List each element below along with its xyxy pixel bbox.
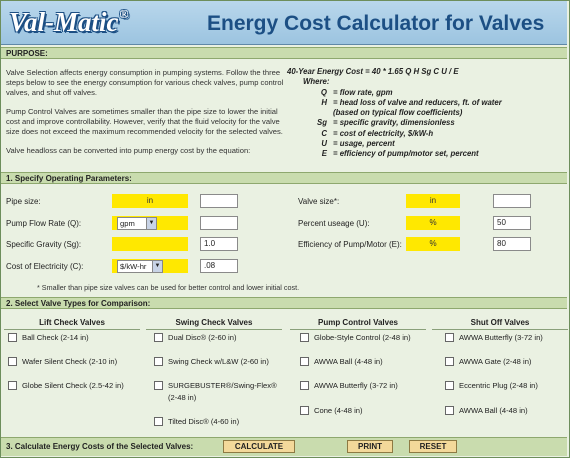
valve-option-awwa-ball-shutoff[interactable]: AWWA Ball (4-48 in) (445, 406, 528, 415)
valve-option-awwa-butterfly-shutoff[interactable]: AWWA Butterfly (3-72 in) (445, 333, 543, 342)
checkbox[interactable] (445, 406, 454, 415)
cost-electricity-unit-select[interactable]: $/kW-hr ▼ (117, 260, 163, 273)
specific-gravity-unit-bg (112, 237, 188, 251)
variable-row (315, 139, 562, 149)
valve-option-surgebuster[interactable]: SURGEBUSTER®/Swing-Flex® (154, 381, 277, 390)
variable-description: = efficiency of pump/motor set, percent (333, 149, 479, 159)
variable-row (315, 98, 562, 108)
valve-types-heading: 2. Select Valve Types for Comparison: (1, 297, 567, 309)
variable-description: = head loss of valve and reducers, ft. of water (333, 97, 502, 107)
specific-gravity-label: Specific Gravity (Sg): (6, 240, 82, 249)
reset-button[interactable]: RESET (409, 440, 457, 453)
valve-option-globe-style-control[interactable]: Globe-Style Control (2-48 in) (300, 333, 411, 342)
valve-size-input[interactable] (493, 194, 531, 208)
variable-row (315, 108, 562, 118)
checkbox[interactable] (300, 357, 309, 366)
variable-symbol: H (321, 97, 327, 107)
purpose-paragraph: Valve headloss can be converted into pump energy cost by the equation: (6, 146, 251, 155)
checkbox[interactable] (154, 417, 163, 426)
valve-size-note: * Smaller than pipe size valves can be used for better control and lower initial cost. (37, 283, 300, 292)
valve-option-swing-check[interactable]: Swing Check w/L&W (2-60 in) (154, 357, 269, 366)
valve-size-label: Valve size*: (298, 197, 340, 206)
variable-row (315, 88, 562, 98)
variable-list (315, 88, 562, 160)
column-divider (432, 329, 568, 330)
usage-input[interactable]: 50 (493, 216, 531, 230)
variable-symbol: E (321, 149, 327, 159)
cost-electricity-label: Cost of Electricity (C): (6, 262, 84, 271)
valve-option-awwa-gate[interactable]: AWWA Gate (2-48 in) (445, 357, 531, 366)
valve-option-awwa-butterfly-control[interactable]: AWWA Butterfly (3-72 in) (300, 381, 398, 390)
valve-option-tilted-disc[interactable]: Tilted Disc® (4-60 in) (154, 417, 239, 426)
parameters-heading: 1. Specify Operating Parameters: (1, 172, 567, 184)
column-divider (290, 329, 426, 330)
column-divider (4, 329, 140, 330)
purpose-paragraph: Pump Control Valves are sometimes smaller than the pipe size to lower the initial cost and improve controllability. However, verify that the fluid velocity for the valve size does not exceed the maximum recommended velocity for the selected valves. (6, 107, 283, 136)
usage-label: Percent useage (U): (298, 219, 370, 228)
checkbox[interactable] (154, 381, 163, 390)
purpose-paragraph: Valve Selection affects energy consumption in pumping systems. Follow the three steps below to see the energy consumption for various check valves, pump control valves, and shut off valves. (6, 68, 284, 97)
variable-row (315, 129, 562, 139)
variable-symbol: C (321, 128, 327, 138)
energy-cost-formula: 40-Year Energy Cost = 40 * 1.65 Q H Sg C U / E (287, 67, 459, 76)
column-title-shut-off: Shut Off Valves (470, 318, 530, 327)
checkbox[interactable] (445, 357, 454, 366)
checkbox[interactable] (300, 333, 309, 342)
equation-block (287, 67, 562, 160)
pipe-size-input[interactable] (200, 194, 238, 208)
valve-option-surgebuster-size: (2-48 in) (168, 393, 197, 402)
variable-symbol (315, 108, 333, 118)
variable-symbol: Q (320, 87, 327, 97)
variable-description: = specific gravity, dimensionless (333, 118, 455, 128)
valve-option-eccentric-plug[interactable]: Eccentric Plug (2-48 in) (445, 381, 538, 390)
checkbox[interactable] (154, 357, 163, 366)
chevron-down-icon: ▼ (146, 218, 156, 229)
purpose-heading: PURPOSE: (1, 47, 567, 59)
where-label: Where: (303, 77, 330, 87)
column-divider (146, 329, 282, 330)
efficiency-label: Efficiency of Pump/Motor (E): (298, 240, 402, 249)
calculate-label: 3. Calculate Energy Costs of the Selected Valves: (6, 442, 194, 451)
variable-symbol: U (321, 139, 327, 149)
checkbox[interactable] (300, 381, 309, 390)
print-button[interactable]: PRINT (347, 440, 393, 453)
variable-description: = cost of electricity, $/kW-h (333, 128, 434, 138)
efficiency-input[interactable]: 80 (493, 237, 531, 251)
valve-option-cone[interactable]: Cone (4-48 in) (300, 406, 363, 415)
checkbox[interactable] (445, 381, 454, 390)
flow-rate-label: Pump Flow Rate (Q): (6, 219, 82, 228)
page-title: Energy Cost Calculator for Valves (207, 12, 545, 35)
purpose-text (6, 68, 284, 165)
valve-option-awwa-ball-control[interactable]: AWWA Ball (4-48 in) (300, 357, 383, 366)
calculate-bar (1, 437, 567, 456)
pipe-size-label: Pipe size: (6, 197, 41, 206)
valve-size-unit: in (406, 194, 460, 208)
header (1, 1, 567, 45)
valve-option-wafer-silent-check[interactable]: Wafer Silent Check (2-10 in) (8, 357, 117, 366)
efficiency-unit: % (406, 237, 460, 251)
checkbox[interactable] (300, 406, 309, 415)
checkbox[interactable] (8, 357, 17, 366)
checkbox[interactable] (8, 381, 17, 390)
flow-rate-input[interactable] (200, 216, 238, 230)
column-title-swing-check: Swing Check Valves (175, 318, 253, 327)
variable-row (315, 118, 562, 128)
variable-description: = usage, percent (333, 139, 395, 149)
valve-option-ball-check[interactable]: Ball Check (2-14 in) (8, 333, 89, 342)
column-title-lift-check: Lift Check Valves (39, 318, 105, 327)
cost-electricity-input[interactable]: .08 (200, 259, 238, 273)
checkbox[interactable] (445, 333, 454, 342)
valve-option-globe-silent-check[interactable]: Globe Silent Check (2.5-42 in) (8, 381, 124, 390)
valve-option-dual-disc[interactable]: Dual Disc® (2-60 in) (154, 333, 236, 342)
usage-unit: % (406, 216, 460, 230)
flow-rate-unit-select[interactable]: gpm ▼ (117, 217, 157, 230)
checkbox[interactable] (8, 333, 17, 342)
variable-symbol: Sg (317, 118, 327, 128)
variable-description: = flow rate, gpm (333, 87, 393, 97)
specific-gravity-input[interactable]: 1.0 (200, 237, 238, 251)
variable-description: (based on typical flow coefficients) (333, 108, 463, 118)
calculate-button[interactable]: CALCULATE (223, 440, 295, 453)
checkbox[interactable] (154, 333, 163, 342)
chevron-down-icon: ▼ (152, 261, 162, 272)
pipe-size-unit: in (112, 194, 188, 208)
variable-row (315, 149, 562, 159)
column-title-pump-control: Pump Control Valves (317, 318, 399, 327)
valmatic-logo: Val-Matic® (9, 7, 129, 37)
